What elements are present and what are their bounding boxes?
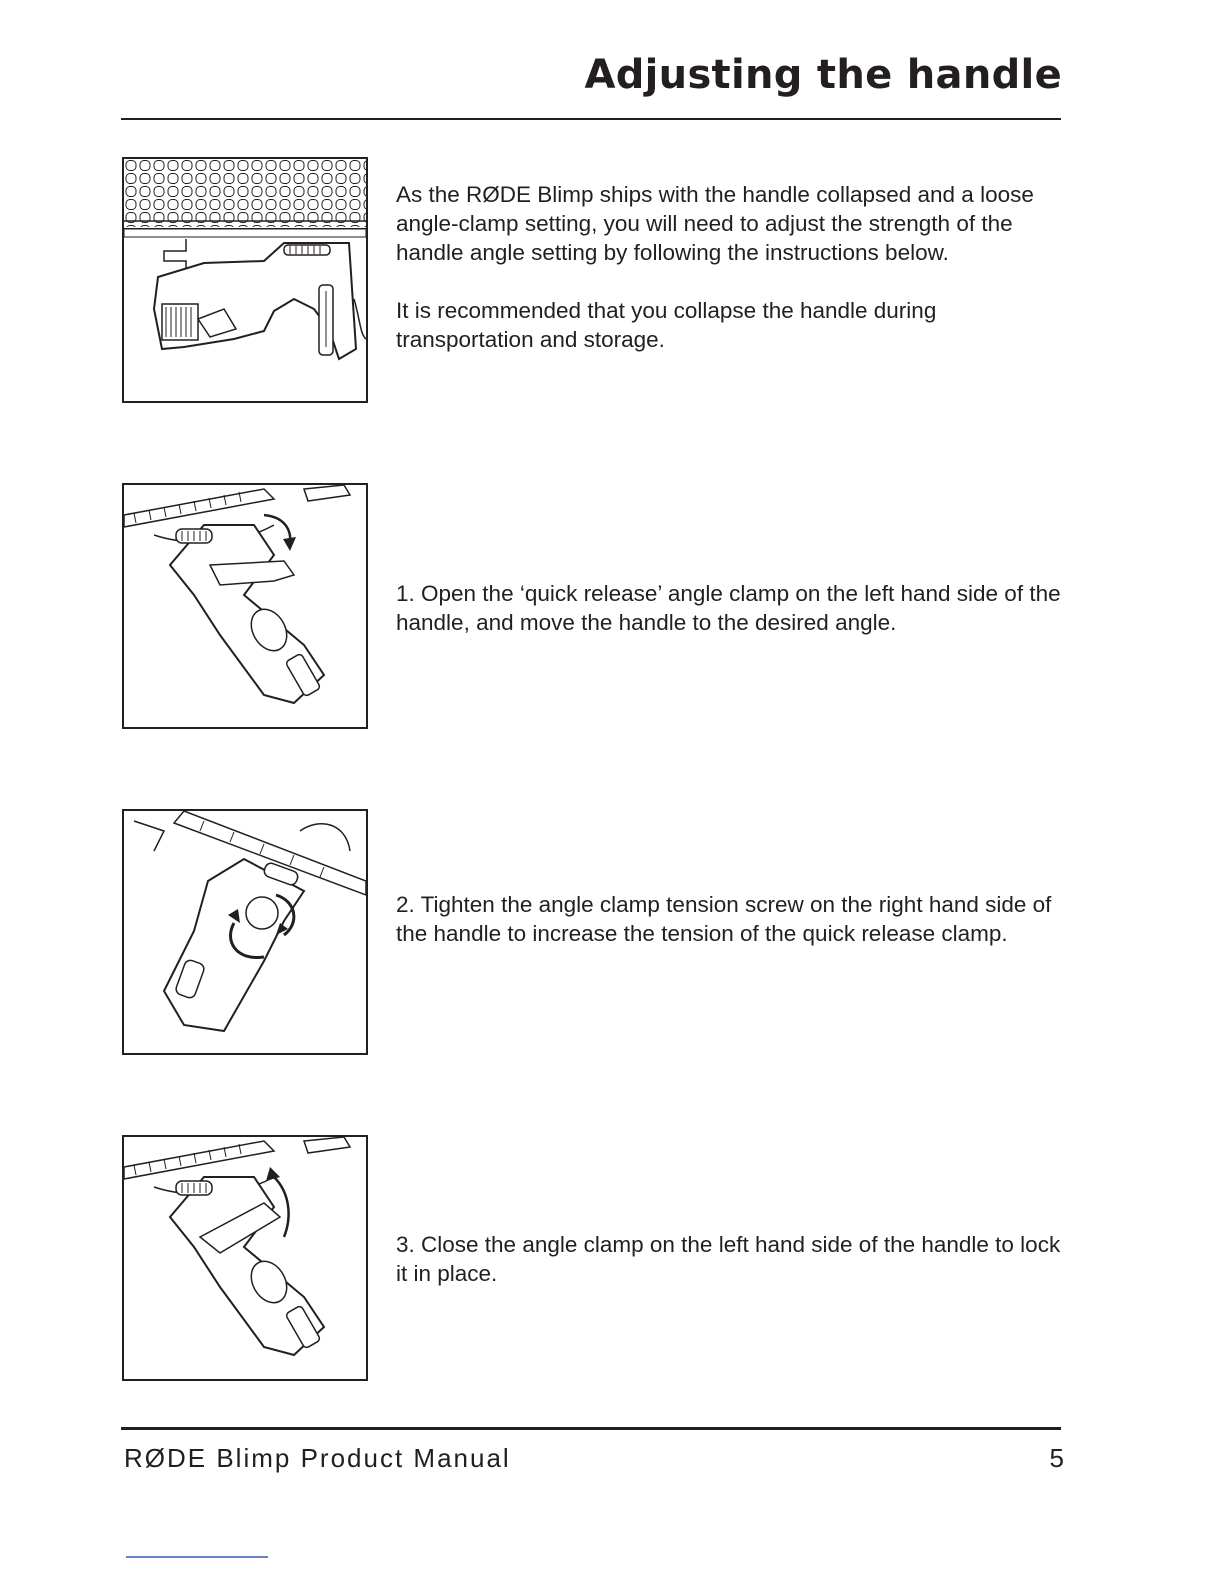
open-clamp-illustration <box>124 485 366 727</box>
close-clamp-illustration <box>124 1137 366 1379</box>
collapsed-handle-illustration <box>124 159 366 401</box>
tension-screw-illustration <box>124 811 366 1053</box>
header-rule <box>121 118 1061 120</box>
intro-text <box>396 180 1066 354</box>
figure-collapsed-handle <box>122 157 368 403</box>
footer-rule <box>121 1427 1061 1430</box>
intro-paragraph: It is recommended that you collapse the handle during transportation and storage. <box>396 298 937 352</box>
figure-tension-screw <box>122 809 368 1055</box>
page-number: 5 <box>1049 1443 1064 1473</box>
footer-title: RØDE Blimp Product Manual <box>124 1443 511 1473</box>
step-2-paragraph: 2. Tighten the angle clamp tension screw on the right hand side of the handle to increase the tension of the quick release clamp. <box>396 892 1052 946</box>
step-2-text <box>396 890 1066 948</box>
step-1-text <box>396 579 1066 637</box>
intro-paragraph: As the RØDE Blimp ships with the handle collapsed and a loose angle-clamp setting, you will need to adjust the strength of the handle angle setting by following the instructions below. <box>396 182 1034 265</box>
figure-open-clamp <box>122 483 368 729</box>
figure-close-clamp <box>122 1135 368 1381</box>
page-title: Adjusting the handle <box>584 52 1062 98</box>
step-3-paragraph: 3. Close the angle clamp on the left hand side of the handle to lock it in place. <box>396 1232 1061 1286</box>
step-3-text <box>396 1230 1066 1288</box>
stray-line <box>126 1556 268 1558</box>
step-1-paragraph: 1. Open the ‘quick release’ angle clamp on the left hand side of the handle, and move the handle to the desired angle. <box>396 581 1061 635</box>
